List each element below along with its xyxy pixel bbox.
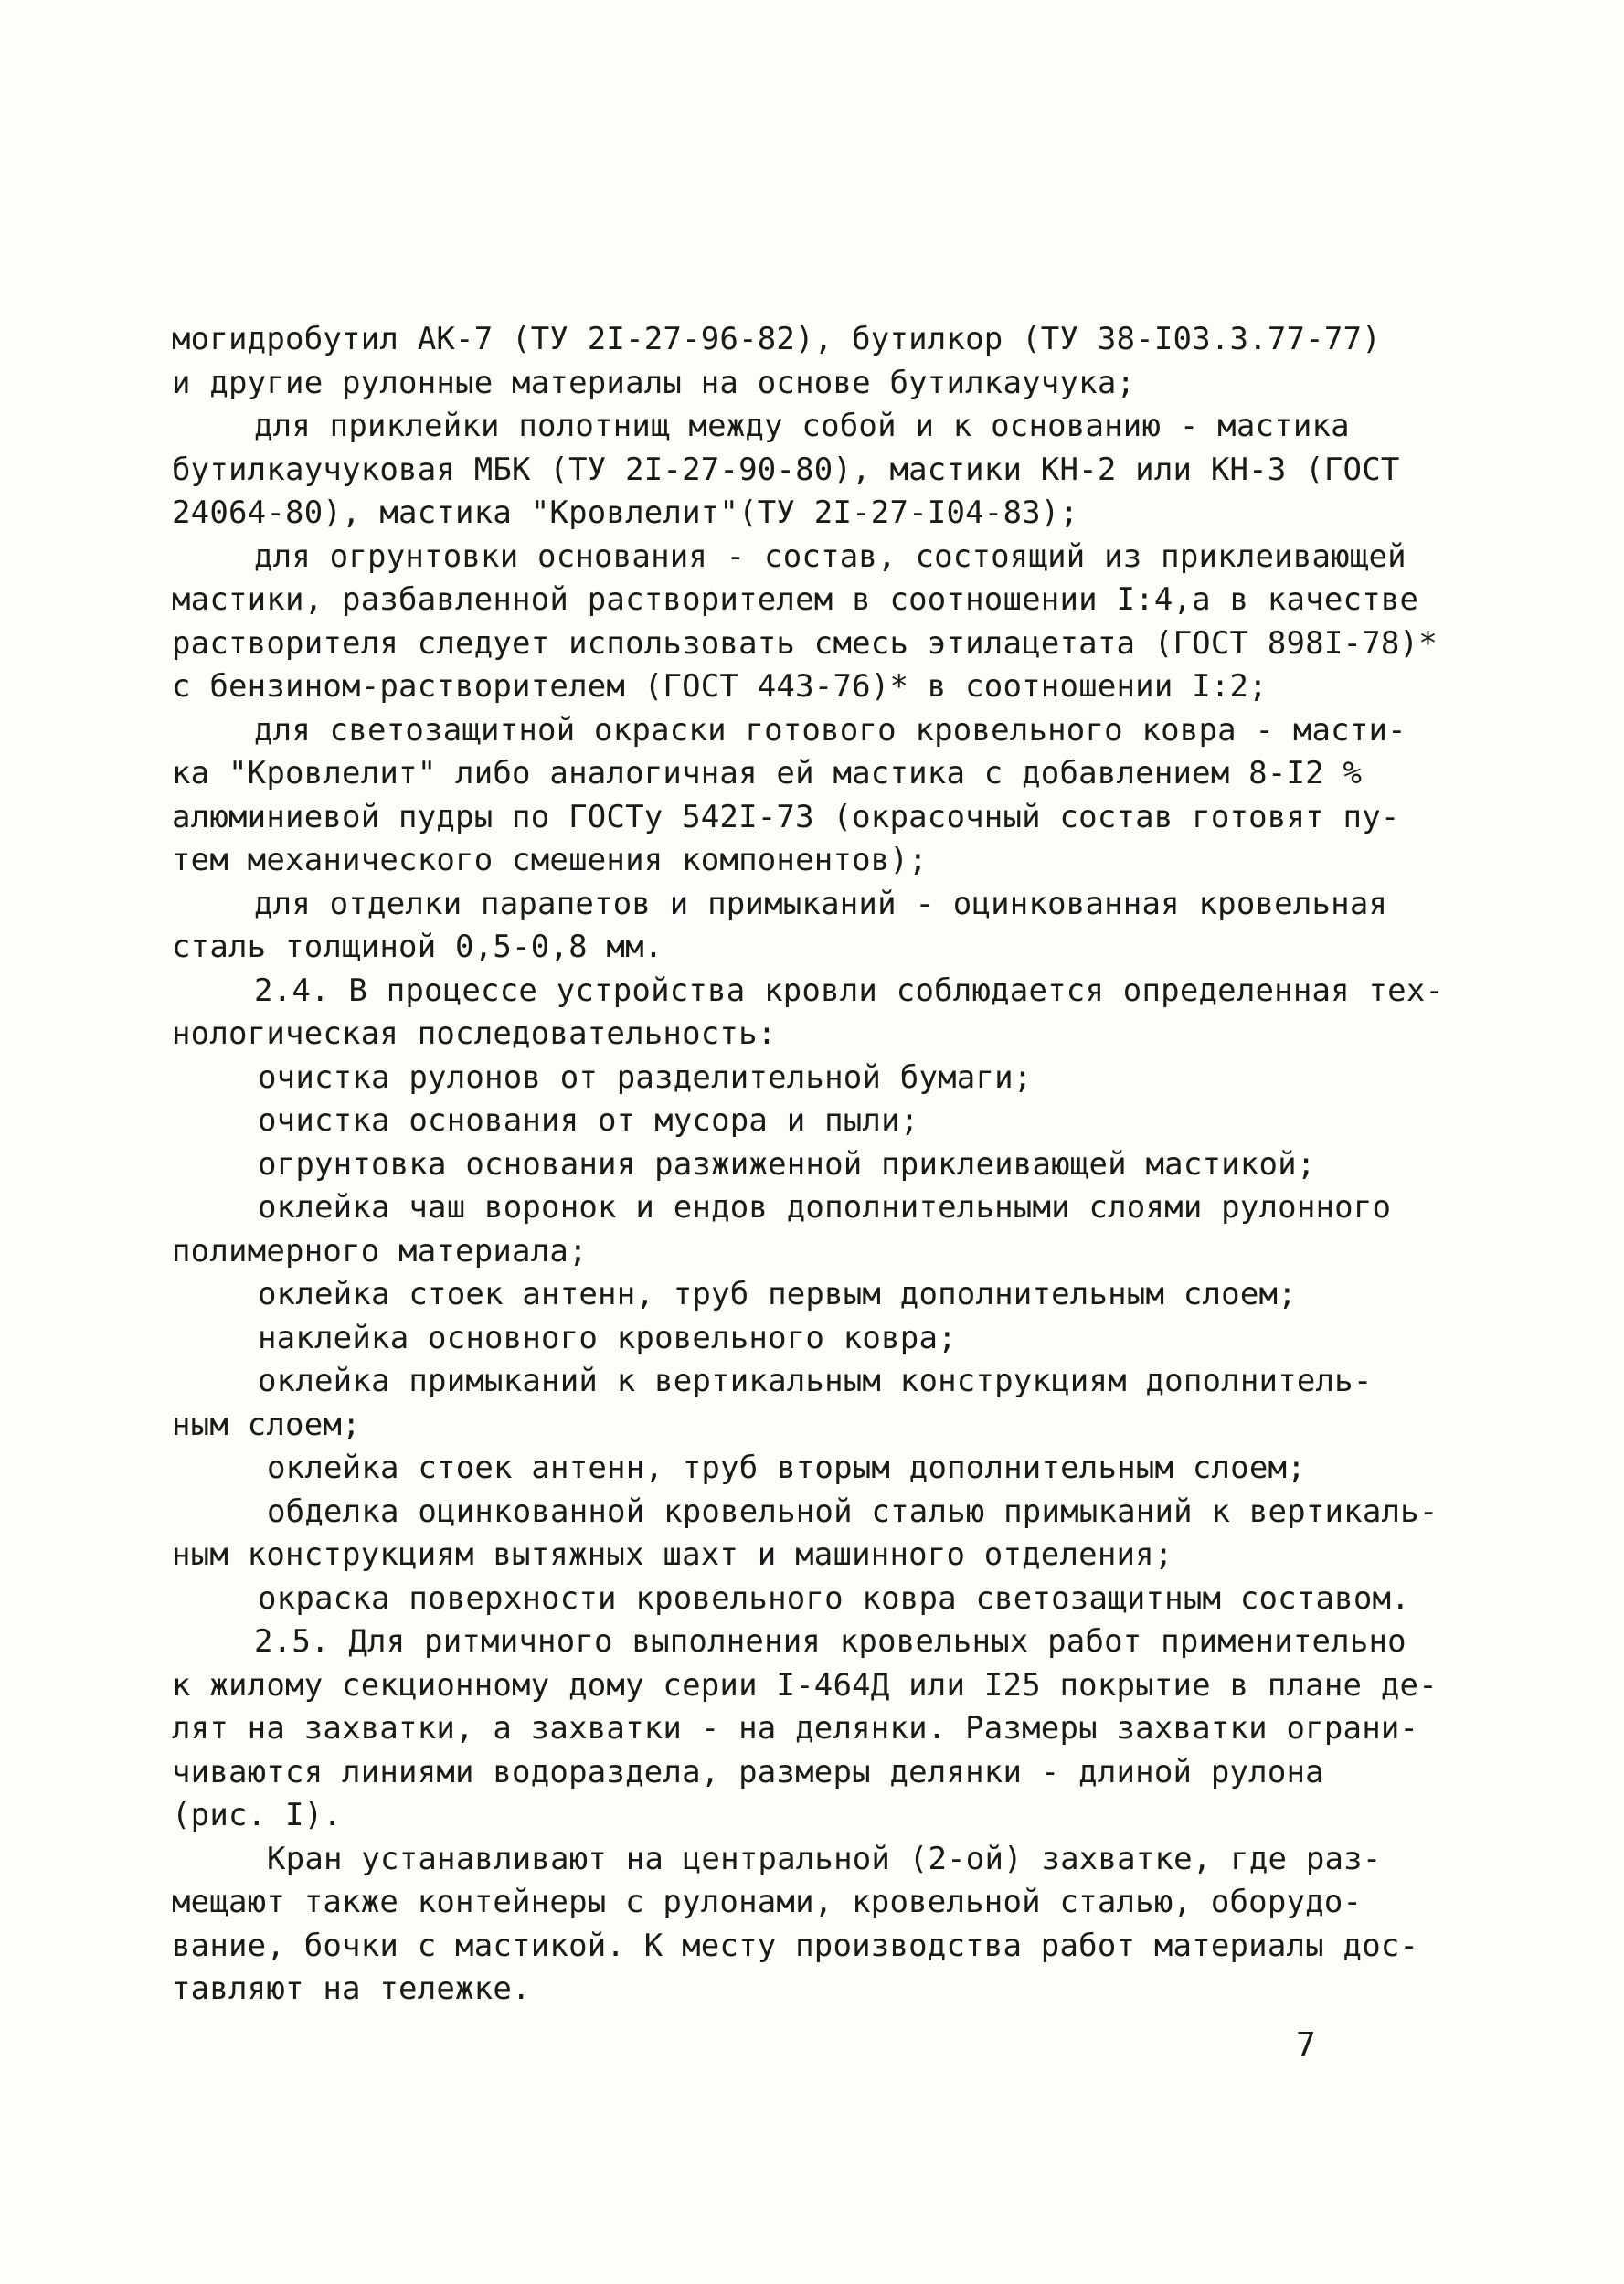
text-line: мастики, разбавленной растворителем в соотношении I:4,а в качестве bbox=[172, 581, 1419, 618]
page-number: 7 bbox=[1296, 2026, 1316, 2064]
text-line: лят на захватки, а захватки - на делянки. Размеры захватки ограни- bbox=[172, 1710, 1419, 1747]
text-line: 2.5. Для ритмичного выполнения кровельных работ применительно bbox=[254, 1623, 1406, 1660]
text-line: с бензином-растворителем (ГОСТ 443-76)* в соотношении I:2; bbox=[172, 668, 1268, 705]
text-line: сталь толщиной 0,5-0,8 мм. bbox=[172, 929, 663, 965]
text-line: 24064-80), мастика "Кровлелит"(ТУ 2I-27-I04-83); bbox=[172, 494, 1079, 531]
text-line: ка "Кровлелит" либо аналогичная ей мастика с добавлением 8-I2 % bbox=[172, 755, 1363, 791]
text-line: вание, бочки с мастикой. К месту производства работ материалы дос- bbox=[172, 1927, 1419, 1964]
text-line: к жилому секционному дому серии I-464Д или I25 покрытие в плане де- bbox=[172, 1666, 1438, 1704]
text-line: могидробутил АК-7 (ТУ 2I-27-96-82), бутилкор (ТУ 38-I03.3.77-77) bbox=[172, 321, 1381, 357]
text-line: бутилкаучуковая МБК (ТУ 2I-27-90-80), мастики КН-2 или КН-3 (ГОСТ bbox=[172, 451, 1400, 488]
text-line: мещают также контейнеры с рулонами, кровельной сталью, оборудо- bbox=[172, 1884, 1363, 1920]
text-line: растворителя следует использовать смесь этилацетата (ГОСТ 898I-78)* bbox=[172, 624, 1438, 662]
text-line: оклейка стоек антенн, труб первым дополнительным слоем; bbox=[258, 1276, 1297, 1312]
text-line: тавляют на тележке. bbox=[172, 1971, 531, 2007]
text-line: оклейка стоек антенн, труб вторым дополнительным слоем; bbox=[267, 1450, 1306, 1486]
text-line: для приклейки полотнищ между собой и к основанию - мастика bbox=[254, 408, 1350, 444]
text-line: огрунтовка основания разжиженной приклеивающей мастикой; bbox=[258, 1145, 1316, 1183]
text-line: ным конструкциям вытяжных шахт и машинного отделения; bbox=[172, 1536, 1173, 1573]
text-line: ным слоем; bbox=[172, 1406, 361, 1443]
text-line: очистка основания от мусора и пыли; bbox=[258, 1102, 919, 1139]
text-line: полимерного материала; bbox=[172, 1232, 588, 1269]
text-line: Кран устанавливают на центральной (2-ой) захватке, где раз- bbox=[267, 1840, 1382, 1877]
text-line: для огрунтовки основания - состав, состоящий из приклеивающей bbox=[254, 537, 1406, 575]
text-line: для светозащитной окраски готового кровельного ковра - масти- bbox=[254, 711, 1406, 749]
text-line: для отделки парапетов и примыканий - оцинкованная кровельная bbox=[254, 885, 1388, 922]
text-line: очистка рулонов от разделительной бумаги; bbox=[258, 1058, 1033, 1096]
text-line: обделка оцинкованной кровельной сталью примыканий к вертикаль- bbox=[267, 1493, 1438, 1530]
text-line: (рис. I). bbox=[172, 1797, 343, 1833]
body-text bbox=[172, 318, 1445, 2012]
text-line: алюминиевой пудры по ГОСТу 542I-73 (окрасочный состав готовят пу- bbox=[172, 798, 1400, 835]
text-line: оклейка чаш воронок и ендов дополнительными слоями рулонного bbox=[258, 1189, 1392, 1226]
text-line: окраска поверхности кровельного ковра светозащитным составом. bbox=[258, 1579, 1410, 1617]
text-line: оклейка примыканий к вертикальным конструкциям дополнитель- bbox=[258, 1363, 1373, 1399]
text-line: тем механического смешения компонентов); bbox=[172, 842, 928, 878]
text-line: нологическая последовательность: bbox=[172, 1015, 777, 1052]
text-line: наклейка основного кровельного ковра; bbox=[258, 1319, 957, 1356]
text-line: 2.4. В процессе устройства кровли соблюдается определенная тех- bbox=[254, 972, 1445, 1009]
text-line: чиваются линиями водораздела, размеры делянки - длиной рулона bbox=[172, 1753, 1324, 1790]
text-line: и другие рулонные материалы на основе бутилкаучука; bbox=[172, 364, 1136, 401]
